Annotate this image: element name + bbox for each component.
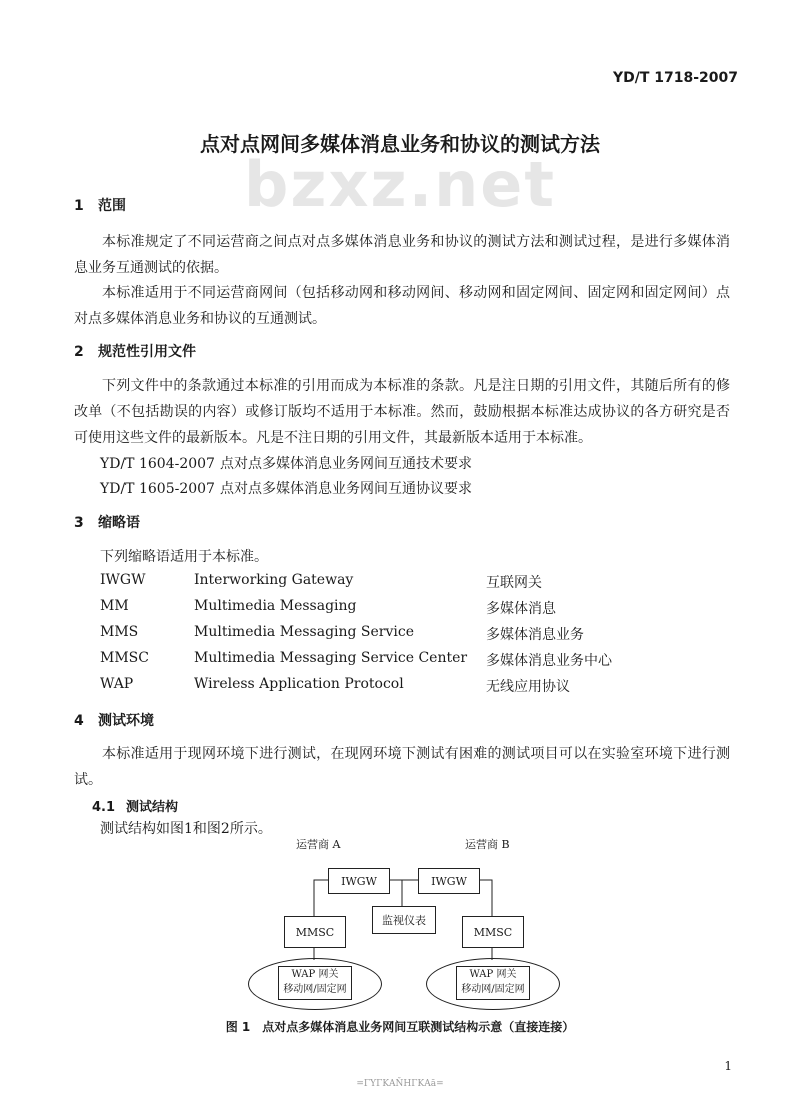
abbreviation-chinese: 多媒体消息 <box>486 601 556 617</box>
network-b-box <box>456 966 530 1000</box>
abbreviation-english: Interworking Gateway <box>194 572 354 588</box>
page-number: 1 <box>724 1059 732 1073</box>
section-title: 测试环境 <box>98 713 154 729</box>
abbreviation: MM <box>100 598 129 614</box>
section-title: 范围 <box>98 198 126 214</box>
section-1-paragraph-1: 本标准规定了不同运营商之间点对点多媒体消息业务和协议的测试方法和测试过程，是进行多媒体消息业务互通测试的依据。 <box>74 234 730 276</box>
section-title: 规范性引用文件 <box>98 344 196 360</box>
mobile-fixed-network-b-label: 移动网/固定网 <box>461 984 525 995</box>
reference-title: 点对点多媒体消息业务网间互通技术要求 <box>220 456 472 472</box>
mobile-fixed-network-a-label: 移动网/固定网 <box>283 984 347 995</box>
abbreviation-english: Multimedia Messaging Service Center <box>194 650 468 666</box>
figure-1-caption: 图 1 点对点多媒体消息业务网间互联测试结构示意（直接连接） <box>225 1020 575 1034</box>
abbreviation-english: Multimedia Messaging Service <box>194 624 415 640</box>
standard-code: YD/T 1718-2007 <box>612 70 738 86</box>
abbreviation-chinese: 互联网关 <box>486 575 542 591</box>
section-title: 缩略语 <box>98 515 140 531</box>
section-number: 3 <box>74 515 84 531</box>
reference-title: 点对点多媒体消息业务网间互通协议要求 <box>220 481 472 497</box>
abbreviation-intro: 下列缩略语适用于本标准。 <box>100 549 268 565</box>
document-title: 点对点网间多媒体消息业务和协议的测试方法 <box>200 132 600 156</box>
iwgw-a-box: IWGW <box>328 868 390 894</box>
abbreviation-chinese: 多媒体消息业务中心 <box>486 653 612 669</box>
wap-gateway-b-label: WAP 网关 <box>469 969 517 980</box>
abbreviation: MMSC <box>100 650 149 666</box>
iwgw-b-box: IWGW <box>418 868 480 894</box>
watermark: bzxz.net <box>244 148 556 221</box>
operator-b-label: 运营商 B <box>465 838 510 851</box>
footer-mark: =ΓΥΓΚΑŇΗΓΚΑā= <box>356 1079 444 1089</box>
section-4-paragraph-1: 本标准适用于现网环境下进行测试，在现网环境下测试有困难的测试项目可以在实验室环境下进行测试。 <box>74 746 730 788</box>
subsection-number: 4.1 <box>92 800 116 815</box>
section-1-paragraph-2: 本标准适用于不同运营商网间（包括移动网和移动网间、移动网和固定网间、固定网和固定网间）点对点多媒体消息业务和协议的互通测试。 <box>74 285 730 327</box>
abbreviation-chinese: 无线应用协议 <box>486 679 570 695</box>
abbreviation: MMS <box>100 624 139 640</box>
reference-code: YD/T 1604-2007 <box>100 456 215 472</box>
mmsc-a-box: MMSC <box>284 916 346 948</box>
section-number: 1 <box>74 198 84 214</box>
wap-gateway-a-label: WAP 网关 <box>291 969 339 980</box>
network-a-box <box>278 966 352 1000</box>
abbreviation-english: Wireless Application Protocol <box>194 676 404 692</box>
operator-a-label: 运营商 A <box>296 838 341 851</box>
mmsc-b-box: MMSC <box>462 916 524 948</box>
section-2-paragraph-1: 下列文件中的条款通过本标准的引用而成为本标准的条款。凡是注日期的引用文件，其随后所有的修改单（不包括勘误的内容）或修订版均不适用于本标准。然而，鼓励根据本标准达成协议的各方研究是否可使用这些文件的最新版本。凡是不注日期的引用文件，其最新版本适用于本标准。 <box>74 378 730 446</box>
reference-code: YD/T 1605-2007 <box>100 481 215 497</box>
abbreviation: IWGW <box>100 572 146 588</box>
subsection-title: 测试结构 <box>126 800 179 815</box>
monitor-instrument-box: 监视仪表 <box>372 906 436 934</box>
abbreviation-english: Multimedia Messaging <box>194 598 357 614</box>
abbreviation: WAP <box>100 676 134 692</box>
section-number: 4 <box>74 713 84 729</box>
subsection-4-1-text: 测试结构如图1和图2所示。 <box>100 821 272 837</box>
abbreviation-chinese: 多媒体消息业务 <box>486 627 584 643</box>
section-number: 2 <box>74 344 84 360</box>
